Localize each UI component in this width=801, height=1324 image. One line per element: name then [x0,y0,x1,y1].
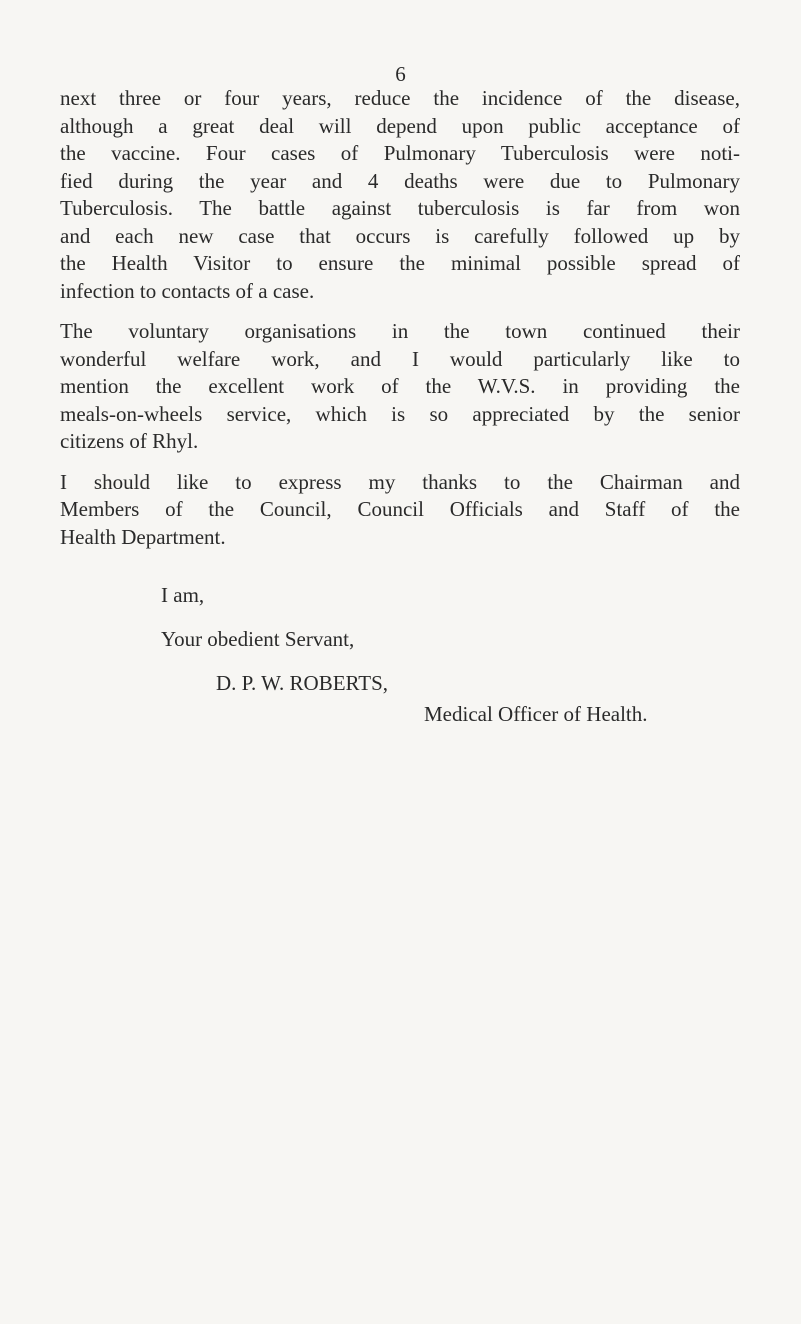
text-line: I should like to express my thanks to the Chairman and [60,469,740,494]
text-line: although a great deal will depend upon public acceptance of [60,113,740,138]
text-line: fied during the year and 4 deaths were due to Pulmonary [60,168,740,193]
paragraph-tuberculosis [60,85,740,305]
text-line: citizens of Rhyl. [60,429,199,453]
text-line: meals-on-wheels service, which is so appreciated by the senior [60,401,740,426]
text-line: Members of the Council, Council Officials and Staff of the [60,497,740,521]
text-line: infection to contacts of a case. [60,278,315,303]
text-line: The voluntary organisations in the town continued their [60,319,740,343]
text-line: wonderful welfare work, and I would particularly like to [60,346,740,371]
paragraph-thanks [60,469,740,552]
text-line: Tuberculosis. The battle against tuberculosis is far from won [60,196,740,220]
signatory-title: Medical Officer of Health. [424,702,648,726]
paragraph-voluntary-organisations [60,318,740,456]
page-number: 6 [395,62,406,86]
valediction: Your obedient Servant, [161,627,355,651]
text-line: mention the excellent work of the W.V.S. in providing the [60,374,740,398]
text-line: the vaccine. Four cases of Pulmonary Tuberculosis were noti- [60,141,740,165]
text-line: and each new case that occurs is carefully followed up by [60,223,740,248]
salutation: I am, [161,583,205,607]
text-line: the Health Visitor to ensure the minimal possible spread of [60,251,740,275]
text-line: next three or four years, reduce the incidence of the disease, [60,86,740,110]
text-line: Health Department. [60,524,226,549]
signatory-name: D. P. W. ROBERTS, [216,671,389,695]
letter-body [60,85,740,564]
